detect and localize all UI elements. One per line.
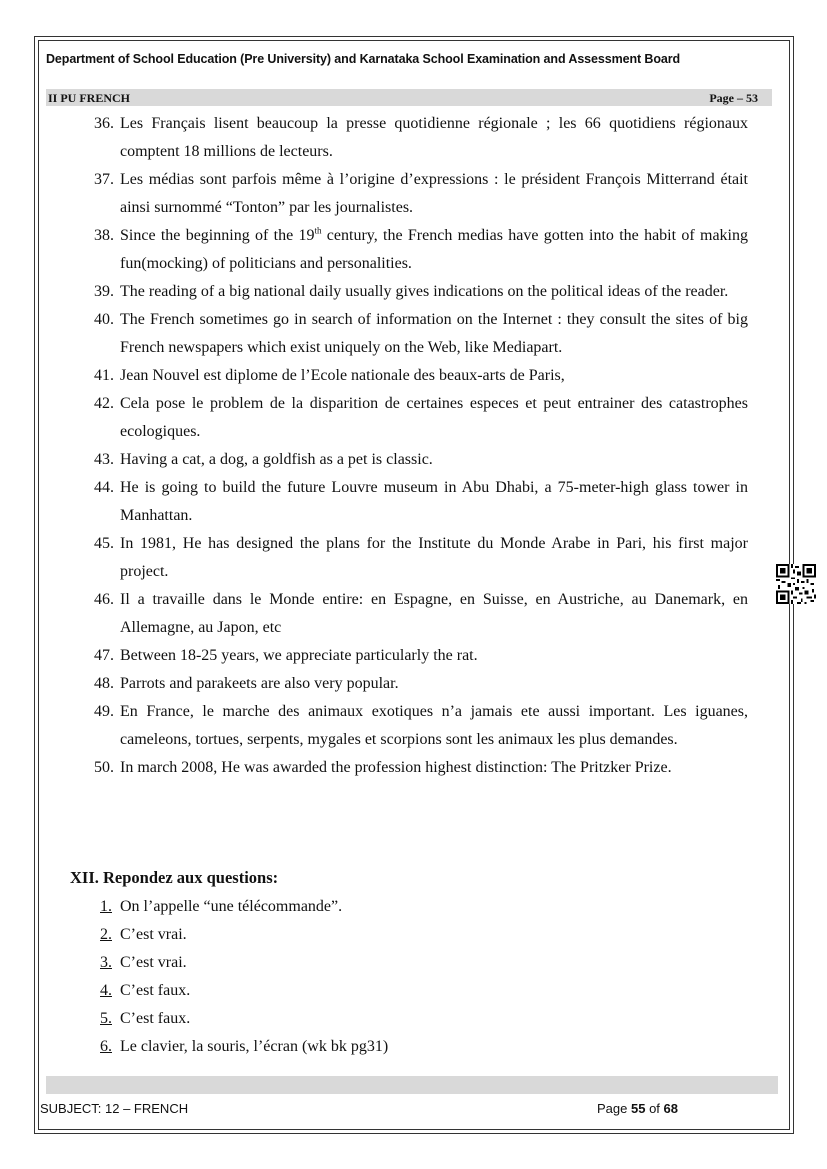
answer-text: On l’appelle “une télécommande”. <box>120 898 343 915</box>
list-item <box>94 390 748 446</box>
item-number: 36. <box>94 115 114 132</box>
item-text: Cela pose le problem de la disparition de certaines especes et peut entrainer des catastrophes ecologiques. <box>120 395 748 440</box>
list-item <box>94 754 748 782</box>
item-text: En France, le marche des animaux exotiques n’a jamais ete aussi important. Les iguanes, cameleons, tortues, serpents, mygales et scorpions sont les animaux les plus demandes. <box>120 703 748 748</box>
answer-number: 5. <box>100 1010 112 1027</box>
item-number: 45. <box>94 535 114 552</box>
list-item <box>94 474 748 530</box>
item-number: 40. <box>94 311 114 328</box>
item-number: 37. <box>94 171 114 188</box>
item-number: 38. <box>94 227 114 244</box>
answer-text: C’est vrai. <box>120 926 187 943</box>
footer-page-word: Page <box>597 1101 631 1116</box>
item-text: Les Français lisent beaucoup la presse quotidienne régionale ; les 66 quotidiens régionaux comptent 18 millions de lecteurs. <box>120 115 748 160</box>
subheader-bar <box>46 89 772 106</box>
item-text: Parrots and parakeets are also very popular. <box>120 675 399 692</box>
answer-text: C’est vrai. <box>120 954 187 971</box>
item-number: 50. <box>94 759 114 776</box>
list-item <box>94 222 748 278</box>
item-number: 41. <box>94 367 114 384</box>
item-text-before: Since the beginning of the 19 <box>120 227 315 244</box>
list-item <box>94 586 748 642</box>
answer-number: 2. <box>100 926 112 943</box>
footer-page-count <box>597 1101 678 1116</box>
list-item <box>94 278 748 306</box>
footer-bar <box>46 1076 778 1094</box>
numbered-list <box>94 110 748 782</box>
list-item <box>94 446 748 474</box>
item-text: The French sometimes go in search of information on the Internet : they consult the sites of big French newspapers which exist uniquely on the Web, like Mediapart. <box>120 311 748 356</box>
footer-subject: SUBJECT: 12 – FRENCH <box>40 1101 189 1116</box>
list-item <box>94 362 748 390</box>
item-text: The reading of a big national daily usually gives indications on the political ideas of the reader. <box>120 283 729 300</box>
item-number: 48. <box>94 675 114 692</box>
item-text: Having a cat, a dog, a goldfish as a pet is classic. <box>120 451 433 468</box>
page-label: Page – 53 <box>709 91 758 105</box>
item-text-after: century, the French medias have gotten into the habit of making fun(mocking) of politicians and personalities. <box>120 227 748 272</box>
item-text: Les médias sont parfois même à l’origine d’expressions : le président François Mitterrand était ainsi surnommé “Tonton” par les journalistes. <box>120 171 748 216</box>
item-number: 47. <box>94 647 114 664</box>
qr-code-icon <box>776 564 816 604</box>
item-text: In march 2008, He was awarded the profession highest distinction: The Pritzker Prize. <box>120 759 672 776</box>
item-text: He is going to build the future Louvre museum in Abu Dhabi, a 75-meter-high glass tower in Manhattan. <box>120 479 748 524</box>
answer-list <box>100 893 388 1061</box>
item-superscript: th <box>314 225 322 236</box>
list-item <box>94 110 748 166</box>
item-number: 44. <box>94 479 114 496</box>
department-header: Department of School Education (Pre University) and Karnataka School Examination and Assessment Board <box>46 52 681 66</box>
list-item <box>94 306 748 362</box>
list-item <box>94 166 748 222</box>
footer-of-word: of <box>645 1101 664 1116</box>
answer-number: 1. <box>100 898 112 915</box>
answer-item <box>100 1033 388 1061</box>
item-number: 49. <box>94 703 114 720</box>
footer-page-total: 68 <box>663 1101 678 1116</box>
item-number: 42. <box>94 395 114 412</box>
item-text: In 1981, He has designed the plans for the Institute du Monde Arabe in Pari, his first major project. <box>120 535 748 580</box>
answer-text: Le clavier, la souris, l’écran (wk bk pg31) <box>120 1038 389 1055</box>
list-item <box>94 642 748 670</box>
answer-number: 4. <box>100 982 112 999</box>
item-number: 46. <box>94 591 114 608</box>
list-item <box>94 530 748 586</box>
list-item <box>94 698 748 754</box>
list-item <box>94 670 748 698</box>
footer-page-current: 55 <box>630 1101 646 1116</box>
answer-text: C’est faux. <box>120 1010 191 1027</box>
answer-item <box>100 921 388 949</box>
item-text: Il a travaille dans le Monde entire: en Espagne, en Suisse, en Austriche, au Danemark, en Allemagne, au Japon, etc <box>120 591 748 636</box>
answer-number: 3. <box>100 954 112 971</box>
answer-item <box>100 893 388 921</box>
answer-text: C’est faux. <box>120 982 191 999</box>
item-text: Jean Nouvel est diplome de l’Ecole nationale des beaux-arts de Paris, <box>120 367 565 384</box>
answer-item <box>100 1005 388 1033</box>
course-label: II PU FRENCH <box>48 91 131 105</box>
section-title: XII. Repondez aux questions: <box>70 868 279 887</box>
answer-item <box>100 949 388 977</box>
item-number: 43. <box>94 451 114 468</box>
answer-item <box>100 977 388 1005</box>
item-number: 39. <box>94 283 114 300</box>
answer-number: 6. <box>100 1038 112 1055</box>
item-text: Between 18-25 years, we appreciate particularly the rat. <box>120 647 478 664</box>
